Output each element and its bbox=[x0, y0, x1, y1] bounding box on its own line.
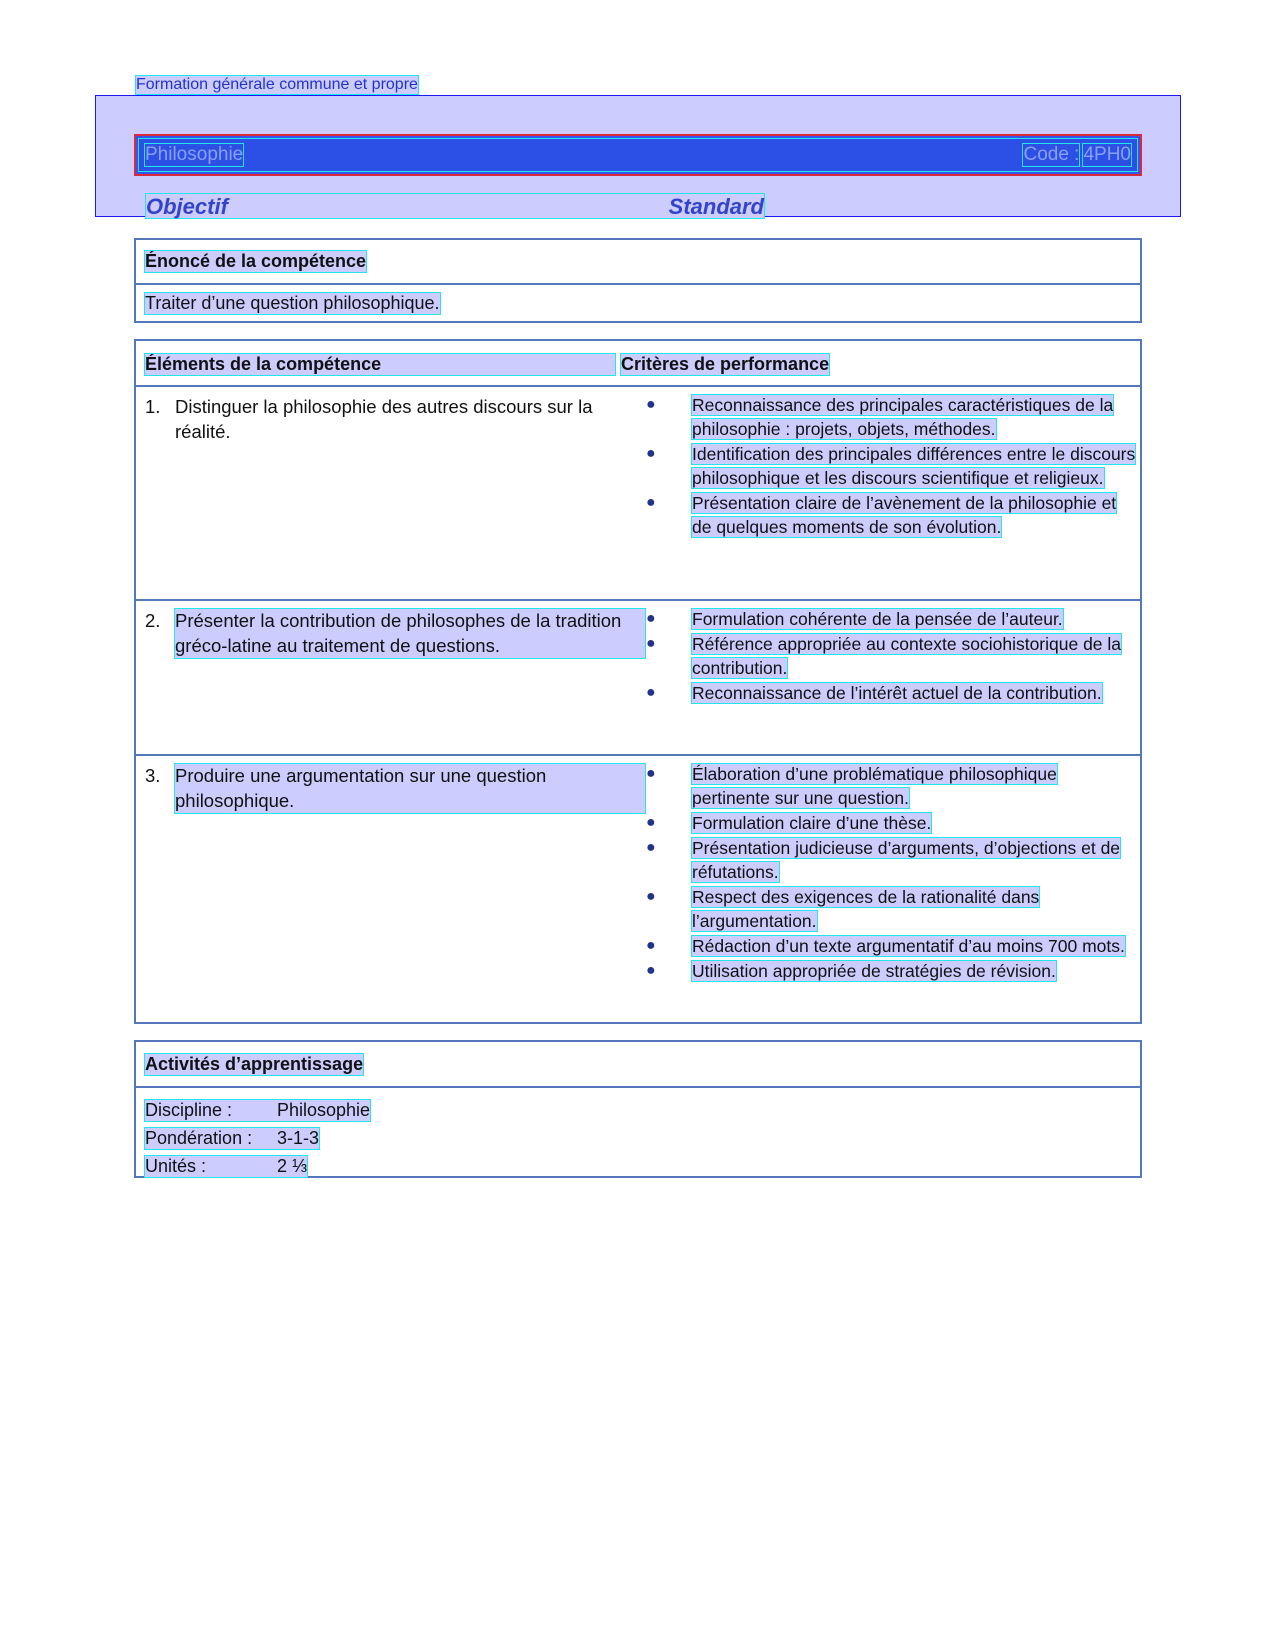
criteria-list bbox=[646, 607, 1136, 706]
element-number: 2. bbox=[145, 610, 161, 631]
activites-list bbox=[136, 1088, 1140, 1188]
criterion-item: ● Présentation judicieuse d’arguments, d’objections et de réfutations. bbox=[646, 838, 1121, 882]
bullet-dot-icon: ● bbox=[646, 962, 656, 979]
activite-key: Discipline : bbox=[145, 1099, 233, 1120]
element-text: Distinguer la philosophie des autres discours sur la réalité. bbox=[175, 396, 593, 442]
bullet-dot-icon: ● bbox=[646, 396, 656, 413]
bullet-dot-icon: ● bbox=[646, 839, 656, 856]
criterion-item: ● Reconnaissance des principales caractéristiques de la philosophie : projets, objets, méthodes. bbox=[646, 395, 1114, 439]
criteria-list bbox=[646, 393, 1136, 540]
criterion-item: ● Élaboration d’une problématique philosophique pertinente sur une question. bbox=[646, 764, 1057, 808]
criterion-item: ● Rédaction d’un texte argumentatif d’au moins 700 mots. bbox=[646, 936, 1125, 956]
objective-standard-row bbox=[146, 194, 764, 218]
enonce-heading: Énoncé de la compétence bbox=[145, 251, 367, 271]
criterion-item: ● Formulation claire d’une thèse. bbox=[646, 813, 932, 833]
course-title: Philosophie bbox=[145, 144, 244, 165]
activite-key: Unités : bbox=[145, 1155, 207, 1176]
program-label: Formation générale commune et propre bbox=[136, 76, 418, 93]
element-row-1 bbox=[136, 387, 1140, 601]
element-number: 3. bbox=[145, 765, 161, 786]
criterion-item: ● Référence appropriée au contexte sociohistorique de la contribution. bbox=[646, 634, 1122, 678]
bullet-dot-icon: ● bbox=[646, 765, 656, 782]
criteria-list bbox=[646, 762, 1136, 984]
element-text: Produire une argumentation sur une question philosophique. bbox=[175, 764, 645, 813]
enonce-text: Traiter d’une question philosophique. bbox=[145, 292, 440, 313]
bullet-dot-icon: ● bbox=[646, 888, 656, 905]
activite-item bbox=[145, 1152, 1131, 1180]
element-number: 1. bbox=[145, 396, 161, 417]
criterion-item: ● Formulation cohérente de la pensée de l’auteur. bbox=[646, 609, 1063, 629]
enonce-section bbox=[134, 238, 1142, 323]
criterion-item: ● Utilisation appropriée de stratégies de révision. bbox=[646, 961, 1056, 981]
bullet-dot-icon: ● bbox=[646, 814, 656, 831]
activite-value: 2 ⅓ bbox=[277, 1155, 308, 1176]
criteria-heading: Critères de performance bbox=[621, 354, 830, 374]
criterion-item: ● Identification des principales différences entre le discours philosophique et les discours scientifique et religieux. bbox=[646, 444, 1136, 488]
elements-section bbox=[134, 339, 1142, 1024]
element-row-2 bbox=[136, 601, 1140, 756]
activite-item bbox=[145, 1096, 1131, 1124]
activite-key: Pondération : bbox=[145, 1127, 253, 1148]
criterion-item: ● Présentation claire de l’avènement de la philosophie et de quelques moments de son évolution. bbox=[646, 493, 1117, 537]
code-value: 4PH0 bbox=[1083, 144, 1131, 165]
code-label: Code : bbox=[1023, 144, 1080, 165]
activite-value: 3-1-3 bbox=[277, 1127, 320, 1148]
criterion-item: ● Respect des exigences de la rationalité dans l’argumentation. bbox=[646, 887, 1040, 931]
standard-label: Standard bbox=[668, 194, 764, 219]
objective-label: Objectif bbox=[146, 194, 228, 219]
bullet-dot-icon: ● bbox=[646, 684, 656, 701]
bullet-dot-icon: ● bbox=[646, 635, 656, 652]
activites-heading: Activités d’apprentissage bbox=[145, 1053, 364, 1074]
activites-section bbox=[134, 1040, 1142, 1178]
criterion-item: ● Reconnaissance de l’intérêt actuel de la contribution. bbox=[646, 683, 1102, 703]
elements-heading: Éléments de la compétence bbox=[145, 354, 615, 375]
course-title-bar bbox=[134, 134, 1142, 176]
element-row-3 bbox=[136, 756, 1140, 1014]
bullet-dot-icon: ● bbox=[646, 610, 656, 627]
elements-header bbox=[136, 341, 1140, 387]
activite-value: Philosophie bbox=[277, 1099, 371, 1120]
element-text: Présenter la contribution de philosophes de la tradition gréco-latine au traitement de questions. bbox=[175, 609, 645, 658]
bullet-dot-icon: ● bbox=[646, 445, 656, 462]
course-code bbox=[1023, 144, 1131, 166]
bullet-dot-icon: ● bbox=[646, 494, 656, 511]
bullet-dot-icon: ● bbox=[646, 937, 656, 954]
activite-item bbox=[145, 1124, 1131, 1152]
